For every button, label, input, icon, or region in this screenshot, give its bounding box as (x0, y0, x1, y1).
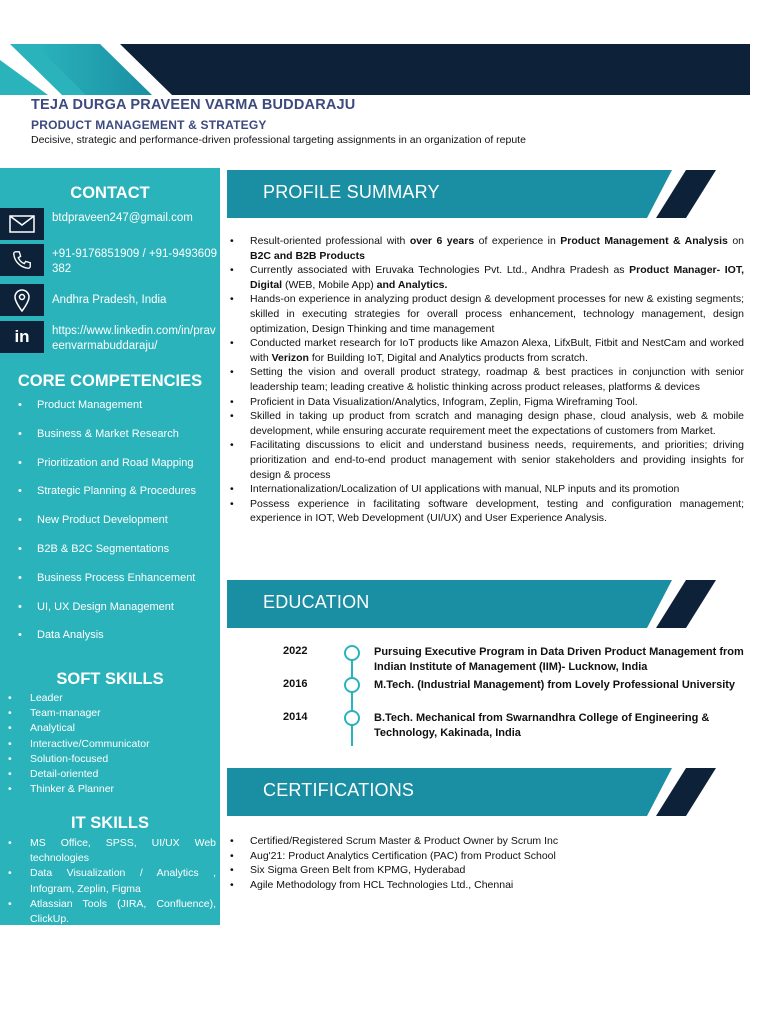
envelope-icon (0, 208, 44, 240)
top-banner (0, 0, 768, 100)
list-item: • Certified/Registered Scrum Master & Product Owner by Scrum Inc (228, 834, 744, 849)
location-pin-icon (0, 284, 44, 316)
list-item: • Atlassian Tools (JIRA, Confluence), ClickUp. (8, 897, 216, 927)
profile-bullet-text: Currently associated with Eruvaka Technologies Pvt. Ltd., Andhra Pradesh as (250, 264, 630, 277)
contact-email[interactable] (0, 208, 220, 242)
education-entry: M.Tech. (Industrial Management) from Lovely Professional University (374, 679, 736, 691)
contact-linkedin[interactable] (0, 321, 220, 355)
timeline-dot (344, 677, 360, 693)
candidate-role: PRODUCT MANAGEMENT & STRATEGY (31, 118, 267, 132)
list-item: • Leader (8, 691, 216, 706)
profile-bullet-text: Possess experience in facilitating software development, testing and configuration management; experience in IOT, Web Development (UI/UX) and User Experience Analysis. (250, 497, 744, 525)
certifications-header (227, 767, 717, 817)
contact-linkedin-text[interactable]: https://www.linkedin.com/in/praveenvarmabuddaraju/ (52, 325, 216, 352)
profile-bullet (228, 263, 744, 292)
list-item: • B2B & B2C Segmentations (18, 542, 218, 571)
list-item: • Data Analysis (18, 628, 218, 657)
profile-bullet-text: and Analytics. (376, 278, 448, 291)
profile-bullet (228, 234, 744, 263)
soft-skills-list (8, 691, 216, 797)
list-item: • Prioritization and Road Mapping (18, 456, 218, 485)
profile-bullet (228, 336, 744, 365)
profile-bullet-text: for Building IoT, Digital and Analytics products from scratch. (308, 351, 588, 364)
education-entry: B.Tech. Mechanical from Swarnandhra College of Engineering & Technology, Kakinada, India (374, 712, 710, 739)
profile-bullet-text: Conducted market research for IoT products like Amazon Alexa, LifxBult, Fitbit and NestCam and worked with (250, 337, 744, 364)
contact-location (0, 284, 220, 318)
education-year: 2016 (283, 678, 308, 690)
candidate-tagline: Decisive, strategic and performance-driven professional targeting assignments in an organization of repute (31, 134, 526, 146)
profile-bullet-text: Proficient in Data Visualization/Analytics, Infogram, Zeplin, Figma Wireframing Tool. (250, 395, 638, 408)
list-item: • Business Process Enhancement (18, 571, 218, 600)
profile-bullet (228, 497, 744, 526)
list-item: • Interactive/Communicator (8, 737, 216, 752)
education-year: 2014 (283, 711, 308, 723)
list-item: • UI, UX Design Management (18, 600, 218, 629)
banner-navy-bar (120, 44, 750, 95)
list-item: • Data Visualization / Analytics , Infogram, Zeplin, Figma (8, 866, 216, 896)
contact-heading: CONTACT (70, 184, 150, 202)
list-item: • Aug'21: Product Analytics Certification (PAC) from Product School (228, 849, 744, 864)
profile-bullet (228, 365, 744, 394)
profile-bullet-text: Setting the vision and overall product strategy, roadmap & best practices in conjunction with senior leadership team; leading creative & holistic thinking across product releases, platforms & devices (250, 366, 744, 393)
profile-bullet-text: over 6 years (409, 235, 475, 247)
profile-bullet-text: of experience in (474, 235, 561, 247)
profile-bullet-text: Skilled in taking up product from scratch and managing design phase, cloud analysis, web & mobile development, while ensuring accurate requirement meet the expectations of customers from Market. (250, 410, 744, 437)
contact-email-text[interactable]: btdpraveen247@gmail.com (52, 212, 193, 224)
list-item: • Thinker & Planner (8, 782, 216, 797)
profile-bullet-text: on (727, 235, 745, 247)
profile-bullet (228, 409, 744, 438)
contact-phone[interactable] (0, 244, 220, 278)
contact-phone-text[interactable]: +91-9176851909 / +91-9493609382 (52, 248, 217, 275)
education-year: 2022 (283, 645, 308, 657)
profile-bullet-text: Internationalization/Localization of UI applications with manual, NLP inputs and its promotion (250, 483, 680, 496)
phone-icon (0, 244, 44, 276)
list-item: • MS Office, SPSS, UI/UX Web technologies (8, 836, 216, 866)
competencies-list (18, 398, 218, 657)
profile-summary-header (227, 169, 717, 219)
profile-bullet-text: Facilitating discussions to elicit and understand business needs, requirements, and priorities; driving prioritization and end-to-end product management with senior stakeholders and providing insights for design & process (250, 439, 744, 481)
timeline-line (351, 652, 353, 746)
profile-bullet-text: Product Management & Analysis (560, 235, 728, 247)
list-item: • Product Management (18, 398, 218, 427)
timeline-dot (344, 645, 360, 661)
soft-skills-heading: SOFT SKILLS (56, 670, 164, 688)
list-item: • Business & Market Research (18, 427, 218, 456)
profile-bullet (228, 395, 744, 410)
sidebar (0, 168, 220, 925)
list-item: • Team-manager (8, 706, 216, 721)
profile-summary-list (228, 234, 744, 526)
education-title: EDUCATION (263, 592, 370, 612)
contact-location-text: Andhra Pradesh, India (52, 294, 167, 306)
profile-bullet-text: Hands-on experience in analyzing product design & development processes for new & existing segments; skilled in executing strategies for overall process enhancement, technology management, design optimization, Design Thinking and time management (250, 293, 744, 335)
list-item: • Strategic Planning & Procedures (18, 484, 218, 513)
list-item: • New Product Development (18, 513, 218, 542)
profile-bullet-text: (WEB, Mobile App) (282, 278, 377, 291)
timeline-dot (344, 710, 360, 726)
list-item: • Analytical (8, 721, 216, 736)
certifications-list (228, 834, 744, 892)
competencies-heading: CORE COMPETENCIES (17, 372, 203, 390)
profile-bullet-text: B2C and B2B Products (250, 249, 365, 262)
linkedin-icon: in (0, 321, 44, 353)
candidate-name: TEJA DURGA PRAVEEN VARMA BUDDARAJU (31, 97, 356, 113)
certifications-title: CERTIFICATIONS (263, 780, 415, 800)
education-header (227, 579, 717, 629)
list-item: • Six Sigma Green Belt from KPMG, Hyderabad (228, 863, 744, 878)
profile-bullet-text: Product Manager- IOT, Digital (250, 264, 744, 291)
profile-bullet-text: Result-oriented professional with (250, 235, 410, 247)
education-entry: Pursuing Executive Program in Data Driven Product Management from Indian Institute of Management (IIM)- Lucknow, India (374, 646, 744, 673)
it-skills-list (8, 836, 216, 927)
profile-bullet (228, 292, 744, 336)
profile-bullet (228, 482, 744, 497)
profile-bullet (228, 438, 744, 482)
list-item: • Agile Methodology from HCL Technologies Ltd., Chennai (228, 878, 744, 893)
list-item: • Detail-oriented (8, 767, 216, 782)
it-skills-heading: IT SKILLS (71, 814, 149, 832)
profile-bullet-text: Verizon (271, 351, 309, 364)
profile-summary-title: PROFILE SUMMARY (263, 182, 440, 202)
list-item: • Solution-focused (8, 752, 216, 767)
